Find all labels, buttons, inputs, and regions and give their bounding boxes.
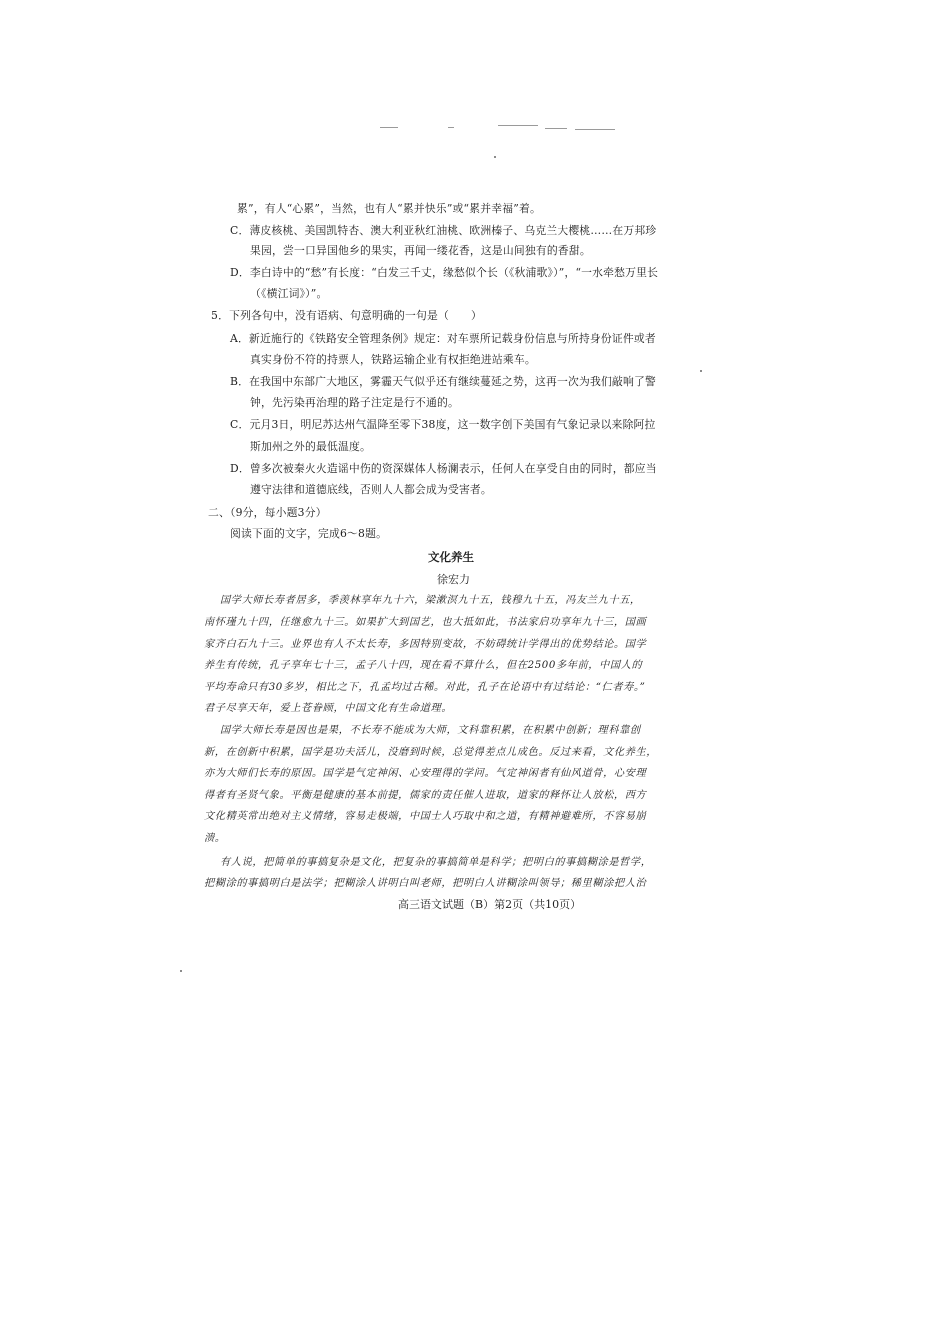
q5-option-b-line-1: B．在我国中东部广大地区，雾霾天气似乎还有继续蔓延之势，这再一次为我们敲响了警: [230, 375, 657, 388]
scan-dot: [180, 970, 182, 972]
option-c-line-2: 果园，尝一口异国他乡的果实，再闻一缕花香，这是山间独有的香甜。: [250, 244, 591, 257]
passage-line: 溃。: [204, 833, 226, 844]
scan-artifact: [498, 125, 538, 126]
scan-artifact: [448, 127, 454, 128]
q5-option-d-line-2: 遵守法律和道德底线，否则人人都会成为受害者。: [250, 483, 492, 496]
q5-option-c-line-1: C．元月3日，明尼苏达州气温降至零下38度，这一数字创下美国有气象记录以来除阿拉: [230, 418, 656, 431]
section-instruction: 阅读下面的文字，完成6～8题。: [230, 527, 388, 540]
scan-dot: [494, 156, 496, 158]
passage-line: 南怀瑾九十四，任继愈九十三。如果扩大到国艺，也大抵如此，书法家启功享年九十三，国画: [204, 617, 647, 628]
passage-line: 国学大师长寿者居多，季羡林享年九十六，梁漱溟九十五，钱穆九十五，冯友兰九十五，: [220, 595, 641, 606]
passage-line: 亦为大师们长寿的原因。国学是气定神闲、心安理得的学问。气定神闲者有仙风道骨，心安理: [204, 768, 647, 779]
option-c-line-1: C．薄皮核桃、美国凯特杏、澳大利亚秋红油桃、欧洲榛子、乌克兰大樱桃……在万邦珍: [230, 224, 657, 237]
passage-line: 平均寿命只有30多岁，相比之下，孔孟均过古稀。对此，孔子在论语中有过结论：“仁者寿。”: [204, 682, 646, 693]
scan-artifact: [380, 127, 398, 128]
passage-line: 养生有传统，孔子享年七十三，孟子八十四，现在看不算什么，但在2500多年前，中国人的: [204, 660, 643, 671]
question-5-stem: 5．下列各句中，没有语病、句意明确的一句是（ ）: [211, 309, 482, 322]
passage-line: 君子尽享天年，爱上苍眷顾，中国文化有生命道理。: [204, 703, 453, 714]
passage-author: 徐宏力: [437, 573, 470, 586]
passage-line: 有人说，把简单的事搞复杂是文化，把复杂的事搞简单是科学；把明白的事搞糊涂是哲学，: [220, 857, 652, 868]
q5-option-c-line-2: 斯加州之外的最低温度。: [250, 440, 371, 453]
passage-line: 国学大师长寿是因也是果，不长寿不能成为大师，文科靠积累，在积累中创新；理科靠创: [220, 725, 641, 736]
q5-option-d-line-1: D．曾多次被秦火火造谣中伤的资深媒体人杨澜表示，任何人在享受自由的同时，都应当: [230, 462, 657, 475]
scan-artifact: [545, 128, 567, 129]
continuation-line: 累”，有人“心累”，当然，也有人“累并快乐”或“累并幸福”着。: [237, 202, 541, 215]
passage-line: 文化精英常出绝对主义情绪，容易走极端，中国士人巧取中和之道，有精神避难所，不容易崩: [204, 811, 647, 822]
option-d-line-1: D．李白诗中的“愁”有长度：“白发三千丈，缘愁似个长（《秋浦歌》）”，“一水牵愁万里长: [230, 266, 659, 279]
passage-line: 得者有圣贤气象。平衡是健康的基本前提，儒家的责任催人进取，道家的释怀让人放松，西方: [204, 790, 647, 801]
passage-title: 文化养生: [428, 550, 474, 564]
passage-line: 新，在创新中积累，国学是功夫活儿，没磨到时候，总觉得差点儿成色。反过来看，文化养生，: [204, 747, 658, 758]
q5-option-a-line-2: 真实身份不符的持票人，铁路运输企业有权拒绝进站乘车。: [250, 353, 536, 366]
section-heading: 二、（9分，每小题3分）: [208, 506, 327, 519]
passage-line: 把糊涂的事搞明白是法学；把糊涂人讲明白叫老师，把明白人讲糊涂叫领导；稀里糊涂把人治: [204, 878, 647, 889]
scan-dot: [700, 370, 702, 372]
q5-option-b-line-2: 钟，先污染再治理的路子注定是行不通的。: [250, 396, 459, 409]
page-footer: 高三语文试题（B）第2页（共10页）: [398, 898, 582, 911]
scan-artifact: [575, 129, 615, 130]
q5-option-a-line-1: A．新近施行的《铁路安全管理条例》规定：对车票所记载身份信息与所持身份证件或者: [230, 332, 656, 345]
option-d-line-2: （《横江词》）”。: [250, 287, 328, 300]
passage-line: 家齐白石九十三。业界也有人不太长寿，多因特别变故，不妨碍统计学得出的优势结论。国学: [204, 639, 647, 650]
